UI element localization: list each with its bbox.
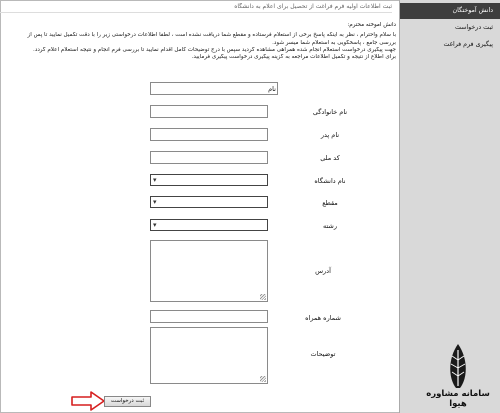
- chevron-down-icon: ▾: [153, 221, 157, 229]
- intro-line: با سلام واحترام ، نظر به اینکه پاسخ برخی از استعلام فرستاده و مقطع شما دریافت نشده است ، لطفا اطلاعات درخواستی زیر را با دقت تکمیل نمایید تا پس از: [27, 32, 396, 39]
- phone-input[interactable]: [150, 310, 268, 323]
- phone-label: شماره همراه: [305, 314, 341, 322]
- chevron-down-icon: ▾: [153, 176, 157, 184]
- degree-select[interactable]: [150, 196, 268, 208]
- father-name-label: نام پدر: [320, 131, 340, 139]
- intro-line: بررسی جامع ، پاسخگویی به استعلام شما میسر شود.: [272, 39, 396, 46]
- description-label: توضیحات: [310, 350, 336, 358]
- submit-request-button[interactable]: ثبت درخواست: [104, 396, 151, 407]
- family-label: نام خانوادگی: [312, 108, 348, 116]
- field-label: رشته: [322, 222, 338, 230]
- address-textarea[interactable]: [150, 240, 268, 302]
- resize-grip-icon[interactable]: [260, 294, 266, 300]
- sidebar-item-track-form[interactable]: پیگیری فرم فراغت: [400, 37, 500, 53]
- national-code-label: کد ملی: [320, 154, 340, 162]
- name-input[interactable]: [150, 82, 278, 95]
- intro-line: برای اطلاع از نتیجه و تکمیل اطلاعات مراجعه به گزینه پیگیری درخواست پیگیری فرمایید.: [191, 54, 396, 61]
- page-title: ثبت اطلاعات اولیه فرم فراغت از تحصیل برای اعلام به دانشگاه: [0, 3, 392, 13]
- intro-text: [0, 22, 396, 61]
- national-code-input[interactable]: [150, 151, 268, 164]
- field-select[interactable]: [150, 219, 268, 231]
- name-label: نام: [268, 85, 276, 93]
- chevron-down-icon: ▾: [153, 198, 157, 206]
- sidebar-item-submit-request[interactable]: ثبت درخواست: [400, 20, 500, 36]
- arrow-right-icon: [71, 391, 105, 411]
- family-name-input[interactable]: [150, 105, 268, 118]
- logo-text: سامانه مشاوره هیوا: [426, 389, 490, 409]
- intro-line: جهت پیگیری درخواست استعلام انجام شده همراهی مشاهده گردید سپس با درج توضیحات کامل اقدام نمایید تا بررسی فرم انجام و نتیجه استعلام اعلام گردد.: [33, 46, 396, 53]
- university-label: نام دانشگاه: [314, 177, 346, 185]
- degree-label: مقطع: [322, 199, 338, 207]
- resize-grip-icon[interactable]: [260, 376, 266, 382]
- address-label: آدرس: [315, 267, 331, 275]
- sidebar-item-graduates[interactable]: دانش آموختگان: [400, 3, 500, 19]
- description-textarea[interactable]: [150, 327, 268, 384]
- university-select[interactable]: [150, 174, 268, 186]
- logo: [418, 340, 498, 410]
- feather-logo-icon: [418, 340, 498, 390]
- father-name-input[interactable]: [150, 128, 268, 141]
- intro-greeting: دانش آموخته محترم:: [347, 22, 396, 28]
